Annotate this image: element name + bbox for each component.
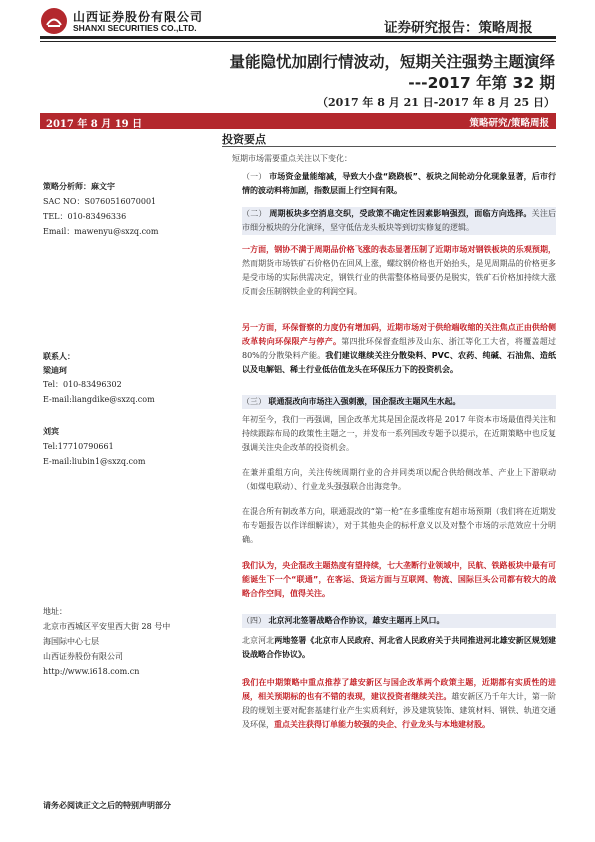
website-link[interactable]: http://www.i618.com.cn <box>43 667 140 676</box>
point-4-number: （四） <box>242 616 266 625</box>
point-4-text: 北京河北签署战略合作协议，雄安主题再上风口。 <box>268 616 445 625</box>
contact1-email[interactable]: E-mail:liangdike@sxzq.com <box>43 395 155 404</box>
report-title: 量能隐忧加剧行情波动，短期关注强势主题演绎 <box>229 53 555 71</box>
contact-label: 联系人： <box>43 352 75 361</box>
point-3-para-2: 在兼并重组方向，关注传统周期行业的合并同类项以配合供给侧改革、产业上下游联动（如煤电联动）、行业龙头强强联合出海竞争。 <box>242 468 556 491</box>
contact2-name: 刘宾 <box>43 427 59 436</box>
point-4 <box>242 614 556 628</box>
point-2-text: 关注后市细分板块的分化演绎，坚守低估龙头板块等到切实修复的逻辑。 <box>242 209 557 232</box>
analyst-email[interactable]: Email：mawenyu@sxzq.com <box>43 227 159 236</box>
point-4-para-2-highlight: 我们在中期策略中重点推荐了雄安新区与国企改革两个政策主题，近期都有实质性的进展，相关预期标的也有不错的表现，建议投资者继续关注。 <box>242 678 556 701</box>
point-4-para-1-bold: 两地签署《北京市人民政府、河北省人民政府关于共同推进河北雄安新区规划建设战略合作协议》。 <box>242 636 557 659</box>
intro-text: 短期市场需要重点关注以下变化： <box>232 154 352 163</box>
point-2-para-2-text: 第四批环保督查组涉及山东、浙江等化工大省，将覆盖超过 80%的分散染料产能。 <box>242 337 557 360</box>
header-divider <box>40 36 556 39</box>
company-logo-icon <box>41 8 67 34</box>
point-4-para-2 <box>242 676 556 732</box>
contact2-tel: Tel:17710790661 <box>43 442 114 451</box>
company-name-cn: 山西证券股份有限公司 <box>73 10 204 24</box>
point-4-para-1-prefix: 北京河北 <box>242 636 275 645</box>
point-1-number: （一） <box>242 172 267 181</box>
company-name-en: SHANXI SECURITIES CO.,LTD. <box>73 23 197 33</box>
point-2-para-2-bold: 我们建议继续关注分散染料、PVC、农药、纯碱、石油焦、造纸以及电解铝、稀土行业低估值龙头在环保压力下的投资机会。 <box>242 351 556 374</box>
header-divider-thin <box>40 41 556 42</box>
point-2-number: （二） <box>242 209 267 218</box>
contact2-email[interactable]: E-mail:liubin1@sxzq.com <box>43 457 146 466</box>
point-4-para-2-highlight-2: 重点关注获得订单能力较强的央企、行业龙头与本地建材股。 <box>274 720 490 729</box>
point-3-text: 联通混改向市场注入强刺激，国企混改主题风生水起。 <box>268 397 461 406</box>
address-label: 地址： <box>43 607 67 616</box>
point-3-para-3: 在混合所有制改革方向，联通混改的“第一枪”在多重维度有超市场预期（我们将在近期发布专题报告以作详细解读），对于其他央企的标杆意义以及对整个市场的示范效应十分明确。 <box>242 507 556 544</box>
point-2 <box>242 207 556 235</box>
point-2-para-2 <box>242 321 556 377</box>
point-3-para-4-highlight: 我们认为，央企混改主题热度有望持续，七大垄断行业领域中，民航、铁路板块中最有可能诞生下一个“联通”，在客运、货运方面与互联网、物流、国际巨头公司都有较大的战略合作空间，值得关注。 <box>242 561 556 598</box>
analyst-name: 策略分析师：麻文宇 <box>43 182 115 191</box>
report-date-range: （2017 年 8 月 21 日-2017 年 8 月 25 日） <box>316 96 555 109</box>
contact1-name: 梁迪珂 <box>43 366 67 375</box>
point-3-para-4 <box>242 559 556 601</box>
analyst-tel: TEL：010-83496336 <box>43 212 127 221</box>
point-2-para-1-highlight: 一方面，钢协不满于周期品价格飞涨的表态显著压制了近期市场对钢铁板块的乐观预期， <box>242 245 556 254</box>
point-4-para-1 <box>242 634 556 662</box>
report-type: 证券研究报告：策略周报 <box>384 20 533 36</box>
point-4-para-2-text: 雄安新区乃千年大计，第一阶段的规划主要对配套基建行业产生实质利好，涉及建筑装饰、建筑材料、钢铁、轨道交通及环保， <box>242 692 557 729</box>
point-2-para-1 <box>242 243 556 299</box>
address-line3: 山西证券股份有限公司 <box>43 652 123 661</box>
report-category: 策略研究/策略周报 <box>469 118 549 129</box>
point-1-text: 市场资金量能缩减，导致大小盘“跷跷板”、板块之间轮动分化现象显著，后市行情的波动料将加剧，指数层面上行空间有限。 <box>242 172 557 195</box>
point-2-bold: 周期板块多空消息交织，受政策不确定性因素影响强烈，面临方向选择。 <box>269 209 532 218</box>
section-divider <box>222 146 556 147</box>
address-line2: 海国际中心七层 <box>43 637 99 646</box>
analyst-sac: SAC NO：S0760516070001 <box>43 197 157 206</box>
point-3 <box>242 395 556 409</box>
point-2-para-2-highlight: 另一方面，环保督察的力度仍有增加码，近期市场对于供给端收缩的关注焦点正由供给侧改革转向环保限产与停产。 <box>242 323 556 346</box>
address-line1: 北京市西城区平安里西大街 28 号中 <box>43 622 171 631</box>
publish-date: 2017 年 8 月 19 日 <box>46 119 143 130</box>
section-heading: 投资要点 <box>222 133 266 146</box>
point-3-number: （三） <box>242 397 266 406</box>
disclaimer-note: 请务必阅读正文之后的特别声明部分 <box>43 801 171 810</box>
point-2-para-1-text: 然而期货市场铁矿石价格仍在回风上涨，螺纹钢价格也开始抬头，是见周期品的价格更多是受市场的实际供需决定，钢铁行业的供需整体格局要仍是脱实，铁矿石价格加持续大涨反而会压制钢铁企业的利润空间。 <box>242 259 556 296</box>
point-3-para-1: 年初至今，我们一再强调，国企改革尤其是国企混改将是 2017 年资本市场最值得关注和持续跟踪布局的政策性主题之一，并发布一系列国改专题予以提示，在近期策略中也反复强调关注央企改革的投资机会。 <box>242 415 556 452</box>
report-issue: ---2017 年第 32 期 <box>408 74 555 92</box>
contact1-tel: Tel：010-83496302 <box>43 380 122 389</box>
point-1 <box>242 170 556 198</box>
